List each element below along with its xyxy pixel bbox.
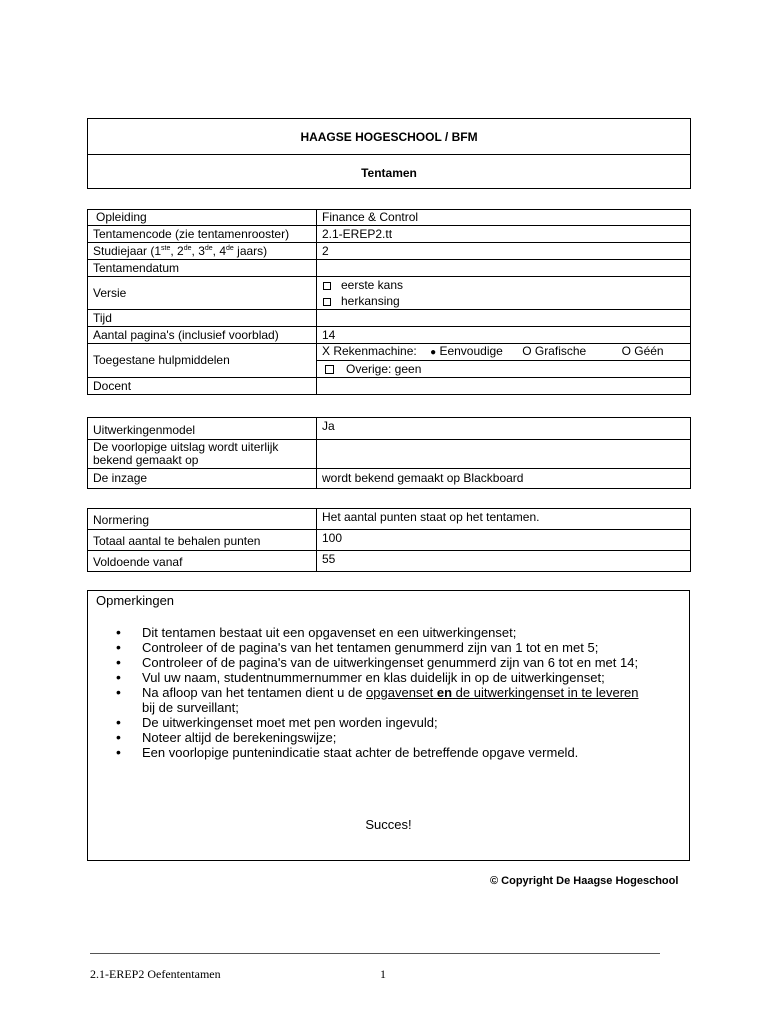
- docent-value: [317, 378, 691, 395]
- versie-option-eerste-kans[interactable]: eerste kans: [322, 277, 685, 293]
- tijd-value: [317, 310, 691, 327]
- footer-divider: [90, 953, 660, 954]
- list-item: • Dit tentamen bestaat uit een opgavenset en een uitwerkingenset;: [108, 625, 648, 640]
- code-label: Tentamencode (zie tentamenrooster): [88, 226, 317, 243]
- checkbox-icon: [323, 282, 331, 290]
- footer-document-name: 2.1-EREP2 Oefententamen: [90, 967, 221, 981]
- paginas-label: Aantal pagina's (inclusief voorblad): [88, 327, 317, 344]
- datum-value: [317, 260, 691, 277]
- info-table: [87, 209, 691, 395]
- inzage-label: De inzage: [88, 469, 317, 489]
- list-item: • Controleer of de pagina's van de uitwerkingenset genummerd zijn van 6 tot en met 14;: [108, 655, 648, 670]
- totaal-value: 100: [317, 530, 691, 551]
- list-item: • Noteer altijd de berekeningswijze;: [108, 730, 648, 745]
- model-label: Uitwerkingenmodel: [88, 418, 317, 440]
- studiejaar-label: Studiejaar (1ste, 2de, 3de, 4de jaars): [88, 243, 317, 260]
- totaal-label: Totaal aantal te behalen punten: [88, 530, 317, 551]
- list-item: • De uitwerkingenset moet met pen worden ingevuld;: [108, 715, 648, 730]
- code-value: 2.1-EREP2.tt: [317, 226, 691, 243]
- studiejaar-value: 2: [317, 243, 691, 260]
- document-title: Tentamen: [88, 154, 690, 190]
- list-item: • Na afloop van het tentamen dient u de opgavenset en de uitwerkingenset in te leveren bij de surveillant;: [108, 685, 648, 715]
- list-item: • Controleer of de pagina's van het tentamen genummerd zijn van 1 tot en met 5;: [108, 640, 648, 655]
- paginas-value: 14: [317, 327, 691, 344]
- normering-table: [87, 508, 691, 572]
- rekenmachine-option[interactable]: X Rekenmachine:: [322, 344, 417, 358]
- overige-option: Overige: geen: [346, 361, 422, 376]
- voldoende-label: Voldoende vanaf: [88, 551, 317, 572]
- opleiding-label: Opleiding: [88, 210, 317, 226]
- succes-text: Succes!: [365, 817, 412, 832]
- header-box: [87, 118, 691, 189]
- list-item: • Een voorlopige puntenindicatie staat achter de betreffende opgave vermeld.: [108, 745, 648, 760]
- eenvoudige-option[interactable]: Eenvoudige: [439, 344, 503, 358]
- opmerkingen-list: [108, 625, 648, 760]
- copyright-text: © Copyright De Haagse Hogeschool: [490, 875, 679, 887]
- filled-bullet-icon: ●: [430, 347, 437, 358]
- tijd-label: Tijd: [88, 310, 317, 327]
- checkbox-icon: [323, 298, 331, 306]
- uitwerking-table: [87, 417, 691, 489]
- normering-value: Het aantal punten staat op het tentamen.: [317, 509, 691, 530]
- opmerkingen-box: [87, 590, 690, 861]
- versie-label: Versie: [88, 277, 317, 310]
- versie-option-herkansing[interactable]: herkansing: [322, 293, 685, 309]
- versie-options: [317, 277, 691, 310]
- hulp-label: Toegestane hulpmiddelen: [88, 344, 317, 378]
- datum-label: Tentamendatum: [88, 260, 317, 277]
- opleiding-value: Finance & Control: [317, 210, 691, 226]
- uitslag-value: [317, 440, 691, 469]
- normering-label: Normering: [88, 509, 317, 530]
- voldoende-value: 55: [317, 551, 691, 572]
- footer-page-number: 1: [380, 967, 386, 981]
- opmerkingen-title: Opmerkingen: [96, 593, 175, 608]
- model-value: Ja: [317, 418, 691, 440]
- list-item: • Vul uw naam, studentnummernummer en klas duidelijk in op de uitwerkingenset;: [108, 670, 648, 685]
- inzage-value: wordt bekend gemaakt op Blackboard: [317, 469, 691, 489]
- uitslag-label: De voorlopige uitslag wordt uiterlijk bekend gemaakt op: [88, 440, 317, 469]
- grafische-option[interactable]: O Grafische: [522, 344, 587, 358]
- school-name: HAAGSE HOGESCHOOL / BFM: [300, 129, 478, 144]
- geen-option[interactable]: O Géén: [621, 344, 664, 358]
- hulp-overige-row: [317, 361, 691, 378]
- docent-label: Docent: [88, 378, 317, 395]
- checkbox-icon[interactable]: [325, 365, 334, 374]
- hulp-rekenmachine-row: [317, 344, 691, 361]
